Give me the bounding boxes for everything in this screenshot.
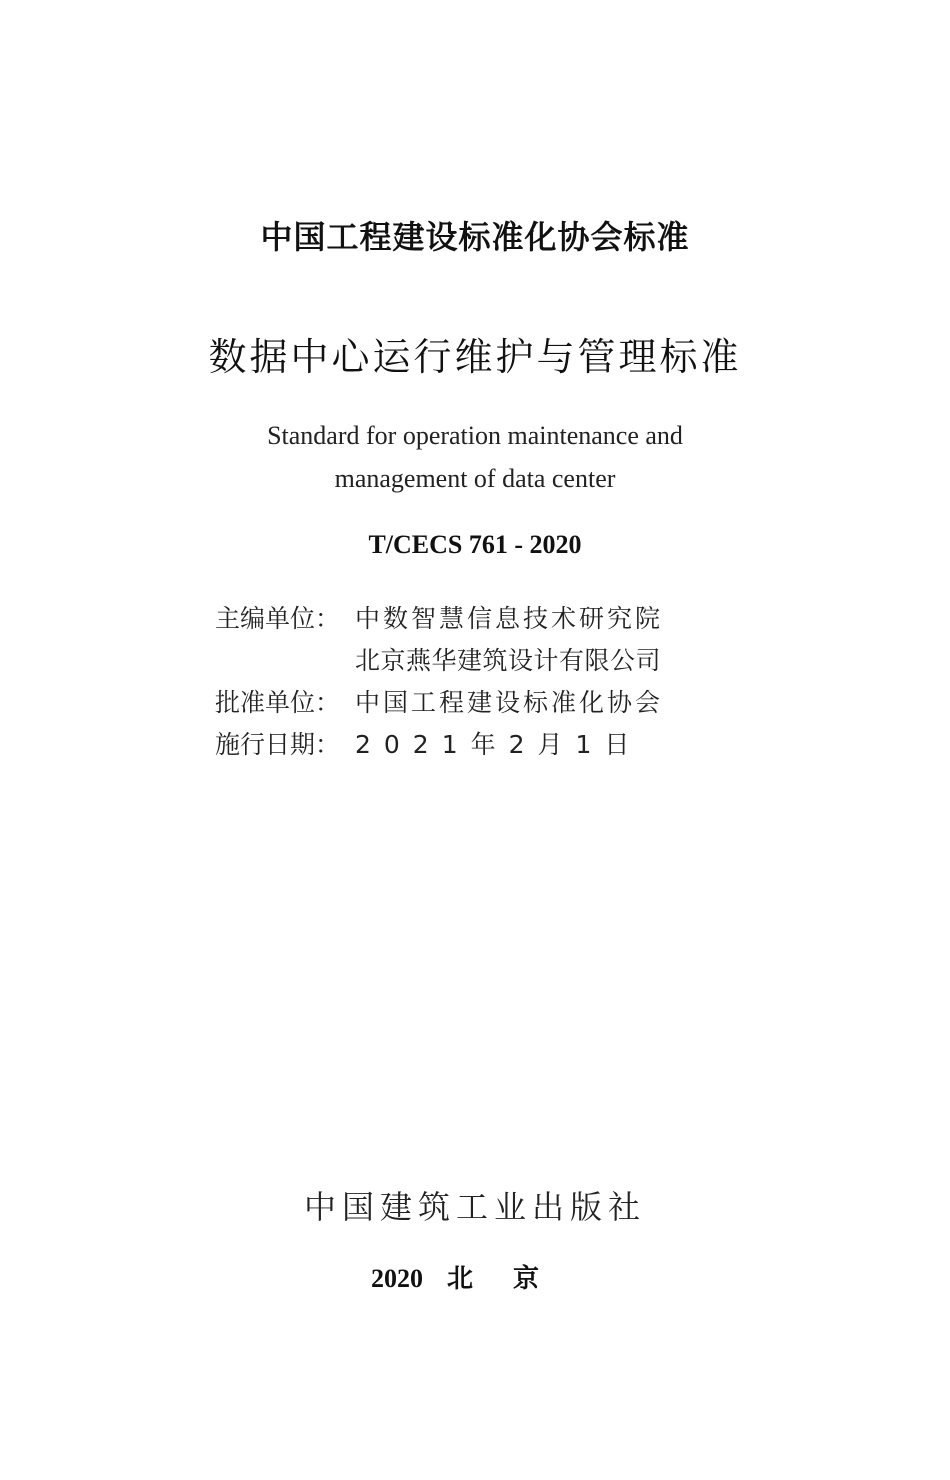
approval-value: 中国工程建设标准化协会 <box>355 688 664 717</box>
chief-editor-2: 北京燕华建筑设计有限公司 <box>355 646 662 675</box>
publication-year: 2020 <box>370 1264 423 1293</box>
chinese-title: 数据中心运行维护与管理标准 <box>208 335 742 379</box>
effective-label: 施行日期： <box>215 730 341 759</box>
english-title <box>0 414 950 500</box>
chief-editor-1: 中数智慧信息技术研究院 <box>355 604 664 633</box>
chief-editor-row-2 <box>215 640 663 682</box>
publisher-name: 中国建筑工业出版社 <box>303 1188 646 1226</box>
effective-date-row <box>215 724 663 766</box>
effective-date: 2021年2月1日 <box>355 730 643 759</box>
english-title-line-1: Standard for operation maintenance and <box>267 421 683 450</box>
info-block <box>215 598 663 766</box>
publication-city: 北京 <box>446 1264 579 1294</box>
chief-editor-label: 主编单位： <box>215 604 341 633</box>
publication-place <box>0 1258 950 1295</box>
approval-row <box>215 682 663 724</box>
standard-number: T/CECS 761 - 2020 <box>368 530 582 559</box>
chief-editor-row <box>215 598 663 640</box>
english-title-line-2: management of data center <box>334 464 616 493</box>
info-label-spacer <box>215 640 355 682</box>
organization-title: 中国工程建设标准化协会标准 <box>260 218 690 256</box>
approval-label: 批准单位： <box>215 688 341 717</box>
